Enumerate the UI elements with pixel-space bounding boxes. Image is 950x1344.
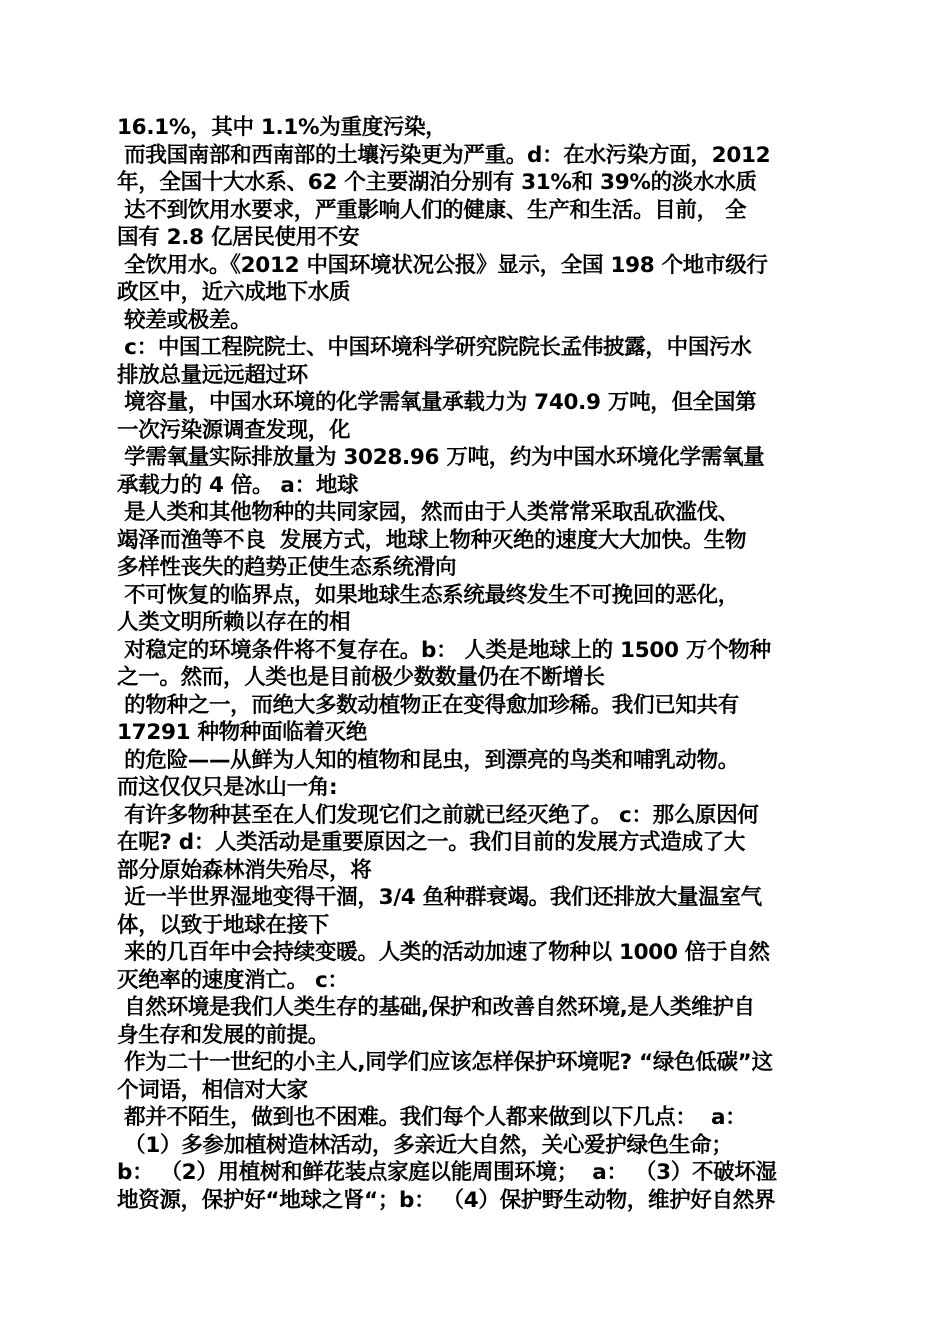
text-line: 16.1%，其中 1.1%为重度污染， (117, 115, 447, 140)
text-line: 17291 种物种面临着灭绝 (117, 720, 368, 745)
text-line: 自然环境是我们人类生存的基础,保护和改善自然环境,是人类维护自 (117, 995, 755, 1020)
text-line: 一次污染源调查发现，化 (117, 417, 351, 443)
text-line: 在呢? d：人类活动是重要原因之一。我们目前的发展方式造成了大 (117, 830, 746, 855)
text-line: （1）多参加植树造林活动，多亲近大自然，关心爱护绿色生命； (117, 1132, 733, 1158)
text-line: 全饮用水。《2012 中国环境状况公报》显示，全国 198 个地市级行 (117, 252, 768, 278)
text-line: 作为二十一世纪的小主人,同学们应该怎样保护环境呢? “绿色低碳”这 (117, 1050, 773, 1075)
text-line: 有许多物种甚至在人们发现它们之前就已经灭绝了。 c：那么原因何 (117, 802, 759, 828)
text-line: b： （2）用植树和鲜花装点家庭以能周围环境； a： （3）不破坏湿 (117, 1160, 777, 1185)
text-line: 体，以致于地球在接下 (117, 912, 330, 938)
text-line: 政区中，近六成地下水质 (117, 280, 351, 305)
text-line: 灭绝率的速度消亡。 c： (117, 967, 349, 993)
text-line: 境容量，中国水环境的化学需氧量承载力为 740.9 万吨，但全国第 (117, 390, 757, 415)
text-line: 而我国南部和西南部的土壤污染更为严重。d：在水污染方面，2012 (117, 142, 771, 168)
text-line: 对稳定的环境条件将不复存在。b： 人类是地球上的 1500 万个物种 (117, 637, 771, 663)
text-line: 近一半世界湿地变得干涸，3/4 鱼种群衰竭。我们还排放大量温室气 (117, 885, 762, 910)
text-line: 的物种之一，而绝大多数动植物正在变得愈加珍稀。我们已知共有 (117, 692, 739, 718)
text-line: c：中国工程院院士、中国环境科学研究院院长孟伟披露，中国污水 (117, 335, 752, 360)
text-line: 学需氧量实际排放量为 3028.96 万吨，约为中国水环境化学需氧量 (117, 445, 765, 470)
text-line: 排放总量远远超过环 (117, 362, 308, 388)
text-line: 部分原始森林消失殆尽，将 (117, 857, 372, 883)
text-line: 之一。然而，人类也是目前极少数数量仍在不断增长 (117, 665, 605, 690)
text-line: 年，全国十大水系、62 个主要湖泊分别有 31%和 39%的淡水水质 (117, 170, 757, 195)
text-line: 竭泽而渔等不良 发展方式，地球上物种灭绝的速度大大加快。生物 (117, 527, 747, 553)
text-line: 的危险——从鲜为人知的植物和昆虫，到漂亮的鸟类和哺乳动物。 (117, 747, 739, 773)
text-line: 而这仅仅只是冰山一角: (117, 775, 338, 800)
text-line: 较差或极差。 (117, 307, 252, 333)
text-line: 不可恢复的临界点，如果地球生态系统最终发生不可挽回的恶化， (117, 582, 739, 608)
text-line: 人类文明所赖以存在的相 (117, 610, 351, 635)
document-text-body (117, 114, 839, 1214)
text-line: 承载力的 4 倍。 a：地球 (117, 472, 359, 498)
text-line: 身生存和发展的前提。 (117, 1022, 330, 1048)
text-line: 是人类和其他物种的共同家园，然而由于人类常常采取乱砍滥伐、 (117, 500, 739, 525)
text-line: 多样性丧失的趋势正使生态系统滑向 (117, 555, 457, 580)
text-line: 国有 2.8 亿居民使用不安 (117, 225, 360, 250)
text-line: 地资源，保护好“地球之肾“；b： （4）保护野生动物，维护好自然界 (117, 1187, 776, 1213)
text-line: 个词语，相信对大家 (117, 1077, 308, 1103)
text-line: 来的几百年中会持续变暖。人类的活动加速了物种以 1000 倍于自然 (117, 940, 770, 965)
text-line: 达不到饮用水要求，严重影响人们的健康、生产和生活。目前， 全 (117, 197, 747, 223)
text-line: 都并不陌生，做到也不困难。我们每个人都来做到以下几点： a： (117, 1105, 747, 1130)
